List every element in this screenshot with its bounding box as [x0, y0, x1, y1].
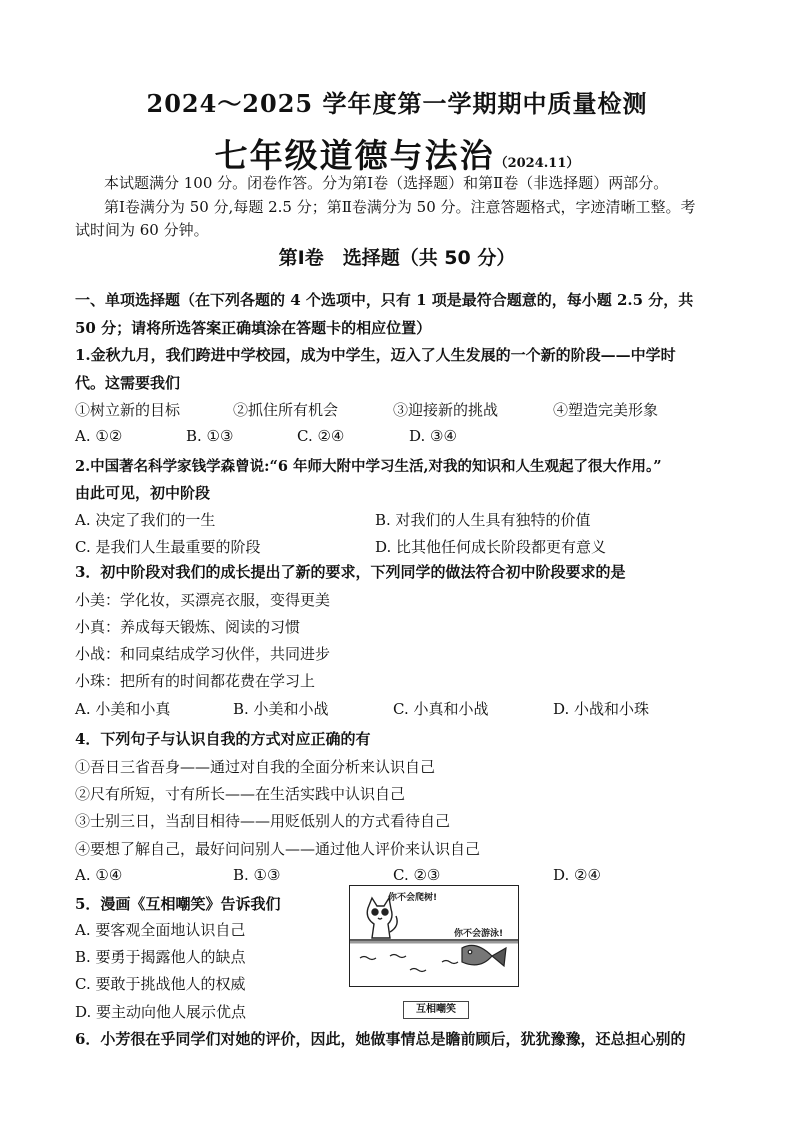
q4-item-3: ③士别三日，当刮目相待——用贬低别人的方式看待自己: [75, 812, 451, 830]
cartoon-drawing: [350, 886, 518, 986]
q3-item-1: 小美：学化妆，买漂亮衣服，变得更美: [75, 591, 331, 609]
fish-icon: [462, 945, 506, 966]
q4-item-1: ①吾日三省吾身——通过对自我的全面分析来认识自己: [75, 758, 436, 776]
q3-option-d: D. 小战和小珠: [553, 700, 650, 718]
q1-item-4: ④塑造完美形象: [553, 401, 659, 419]
subject-title: 七年级道德与法治: [214, 136, 495, 175]
q3-stem: 3．初中阶段对我们的成长提出了新的要求，下列同学的做法符合初中阶段要求的是: [75, 563, 626, 581]
q5-option-a: A. 要客观全面地认识自己: [75, 921, 246, 939]
exam-title: 2024～2025 学年度第一学期期中质量检测: [146, 89, 648, 118]
q5-option-d: D. 要主动向他人展示优点: [75, 1003, 247, 1021]
wave-marks: [360, 955, 458, 972]
q2-option-d: D. 比其他任何成长阶段都更有意义: [375, 538, 607, 556]
q1-stem-line-1: 1.金秋九月，我们跨进中学校园，成为中学生，迈入了人生发展的一个新的阶段——中学时: [75, 346, 676, 364]
q1-option-b: B. ①③: [186, 427, 234, 445]
q1-item-2: ②抓住所有机会: [233, 401, 339, 419]
subject-title-row: [0, 130, 794, 177]
q1-option-a: A. ①②: [75, 427, 123, 445]
q4-option-c: C. ②③: [393, 866, 441, 884]
q1-item-3: ③迎接新的挑战: [393, 401, 499, 419]
intro-line-1: 本试题满分 100 分。闭卷作答。分为第Ⅰ卷（选择题）和第Ⅱ卷（非选择题）两部分。: [104, 174, 669, 192]
q5-stem: 5．漫画《互相嘲笑》告诉我们: [75, 895, 281, 913]
q4-item-4: ④要想了解自己，最好问问别人——通过他人评价来认识自己: [75, 840, 481, 858]
q4-option-a: A. ①④: [75, 866, 123, 884]
q6-stem: 6．小芳很在乎同学们对她的评价，因此，她做事情总是瞻前顾后，犹犹豫豫，还总担心别的: [75, 1030, 686, 1048]
part1-instruction-line-2: 50 分；请将所选答案正确填涂在答题卡的相应位置）: [75, 319, 432, 337]
intro-line-3: 试时间为 60 分钟。: [75, 221, 209, 239]
q1-item-1: ①树立新的目标: [75, 401, 181, 419]
q5-option-c: C. 要敢于挑战他人的权威: [75, 975, 246, 993]
q4-option-d: D. ②④: [553, 866, 601, 884]
q1-stem-line-2: 代。这需要我们: [75, 374, 181, 392]
q4-item-2: ②尺有所短，寸有所长——在生活实践中认识自己: [75, 785, 406, 803]
q4-option-b: B. ①③: [233, 866, 281, 884]
q5-option-b: B. 要勇于揭露他人的缺点: [75, 948, 246, 966]
cartoon-mutual-mockery: [349, 885, 519, 987]
q2-option-a: A. 决定了我们的一生: [75, 511, 216, 529]
q3-item-3: 小战：和同桌结成学习伙伴，共同进步: [75, 645, 331, 663]
q3-option-b: B. 小美和小战: [233, 700, 329, 718]
q2-option-b: B. 对我们的人生具有独特的价值: [375, 511, 591, 529]
q2-stem-line-2: 由此可见，初中阶段: [75, 484, 211, 502]
q2-option-c: C. 是我们人生最重要的阶段: [75, 538, 261, 556]
cartoon-caption: 互相嘲笑: [403, 1001, 469, 1019]
cat-speech: 你不会爬树!: [388, 893, 438, 903]
q3-item-2: 小真：养成每天锻炼、阅读的习惯: [75, 618, 301, 636]
fish-speech: 你不会游泳!: [454, 929, 504, 939]
q3-option-c: C. 小真和小战: [393, 700, 489, 718]
section-title: 第Ⅰ卷 选择题（共 50 分）: [278, 247, 516, 269]
q1-option-d: D. ③④: [409, 427, 457, 445]
q3-option-a: A. 小美和小真: [75, 700, 171, 718]
q3-item-4: 小珠：把所有的时间都花费在学习上: [75, 672, 316, 690]
q2-stem-line-1: 2.中国著名科学家钱学森曾说:“6 年师大附中学习生活,对我的知识和人生观起了很大作用。”: [75, 458, 662, 475]
q4-stem: 4．下列句子与认识自我的方式对应正确的有: [75, 730, 371, 748]
exam-date: （2024.11）: [494, 156, 580, 171]
q1-option-c: C. ②④: [297, 427, 345, 445]
intro-line-2: 第Ⅰ卷满分为 50 分,每题 2.5 分；第Ⅱ卷满分为 50 分。注意答题格式，字迹清晰工整。考: [104, 198, 696, 216]
part1-instruction-line-1: 一、单项选择题（在下列各题的 4 个选项中，只有 1 项是最符合题意的，每小题 2.5 分，共: [75, 291, 694, 309]
cat-icon: [367, 898, 397, 938]
